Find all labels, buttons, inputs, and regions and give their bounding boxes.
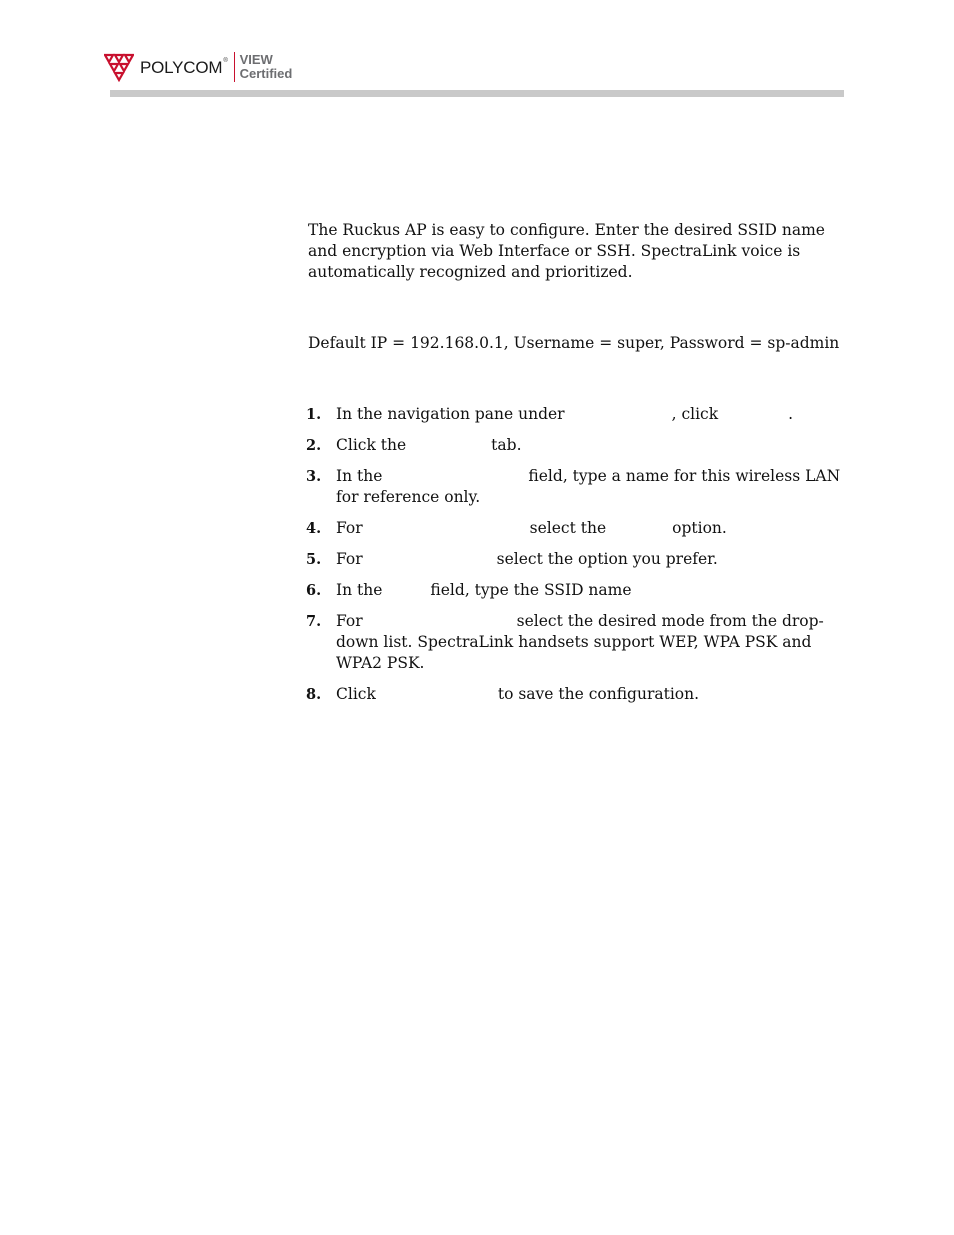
header-rule — [110, 90, 844, 97]
document-body — [308, 220, 848, 715]
registered-mark: ® — [223, 58, 228, 64]
intro-paragraph: The Ruckus AP is easy to configure. Enter the desired SSID name and encryption via Web Interface or SSH. SpectraLink voice is automatically recognized and prioritized. — [308, 221, 825, 281]
step-item: 6. In the field, type the SSID name — [306, 581, 632, 599]
logo-divider — [234, 52, 235, 82]
step-item: 4. For select the option. — [306, 519, 727, 537]
view-certified-label — [240, 53, 293, 81]
config-steps — [308, 404, 848, 705]
step-number: 8. — [306, 686, 322, 703]
step-number: 2. — [306, 437, 322, 454]
step-number: 3. — [306, 468, 322, 485]
step-number: 7. — [306, 613, 322, 630]
step-item: 7. For select the desired mode from the drop-down list. SpectraLink handsets support WEP, WPA PSK and WPA2 PSK. — [306, 612, 824, 672]
defaults-line: Default IP = 192.168.0.1, Username = super, Password = sp-admin — [308, 334, 840, 352]
cert-line-view: VIEW — [239, 52, 273, 67]
step-item: 2. Click the tab. — [306, 436, 522, 454]
polycom-logo — [104, 48, 292, 86]
logo-wordmark: POLYCOM® — [140, 58, 228, 77]
step-item: 8. Click to save the configuration. — [306, 685, 700, 703]
step-number: 6. — [306, 582, 322, 599]
step-item: 5. For select the option you prefer. — [306, 550, 718, 568]
polycom-triangles-icon — [104, 52, 134, 82]
step-item: 1. In the navigation pane under , click . — [306, 405, 794, 423]
step-number: 4. — [306, 520, 322, 537]
step-item: 3. In the field, type a name for this wireless LAN for reference only. — [306, 467, 841, 506]
step-number: 5. — [306, 551, 322, 568]
step-number: 1. — [306, 406, 322, 423]
cert-line-certified: Certified — [239, 66, 293, 81]
